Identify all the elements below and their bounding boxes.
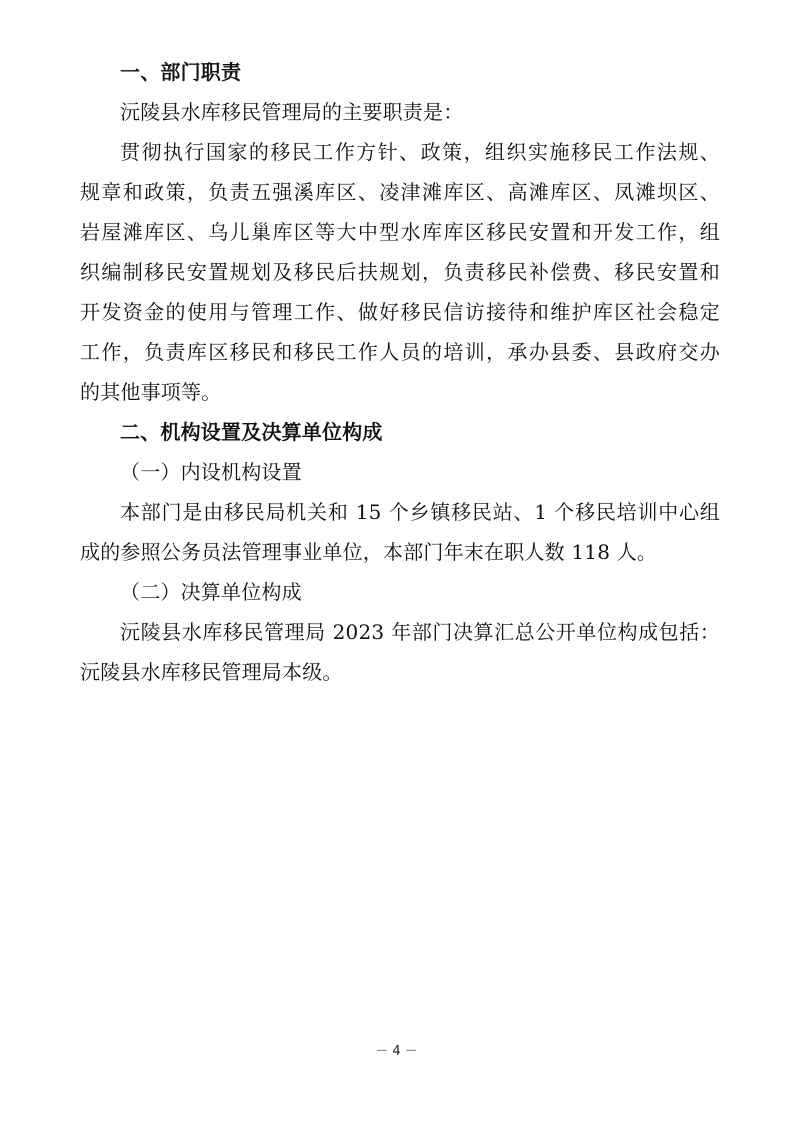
accounting-units-line: 沅陵县水库移民管理局本级。: [80, 660, 343, 684]
duties-line: 贯彻执行国家的移民工作方针、政策，组织实施移民工作法规、: [120, 140, 720, 164]
subsection-title-accounting-units: （二）决算单位构成: [120, 580, 302, 604]
internal-structure-line: 成的参照公务员法管理事业单位，本部门年末在职人数 118 人。: [80, 540, 658, 564]
internal-structure-line: 本部门是由移民局机关和 15 个乡镇移民站、1 个移民培训中心组: [120, 500, 720, 524]
section-heading-organization: 二、机构设置及决算单位构成: [120, 420, 383, 444]
document-body: [80, 52, 720, 692]
duties-line: 开发资金的使用与管理工作、做好移民信访接待和维护库区社会稳定: [80, 300, 720, 324]
page-number: － 4 －: [375, 1044, 418, 1059]
accounting-units-line: 沅陵县水库移民管理局 2023 年部门决算汇总公开单位构成包括：: [120, 620, 720, 644]
duties-line: 的其他事项等。: [80, 380, 222, 404]
duties-line: 岩屋滩库区、乌儿巢库区等大中型水库库区移民安置和开发工作，组: [80, 220, 720, 244]
duties-line: 工作，负责库区移民和移民工作人员的培训，承办县委、县政府交办: [80, 340, 720, 364]
subsection-title-internal-structure: （一）内设机构设置: [120, 460, 302, 484]
section-heading-department-duties: 一、部门职责: [120, 60, 242, 84]
duties-intro: 沅陵县水库移民管理局的主要职责是：: [120, 100, 464, 124]
duties-line: 规章和政策，负责五强溪库区、凌津滩库区、高滩库区、凤滩坝区、: [80, 180, 720, 204]
duties-line: 织编制移民安置规划及移民后扶规划，负责移民补偿费、移民安置和: [80, 260, 720, 284]
